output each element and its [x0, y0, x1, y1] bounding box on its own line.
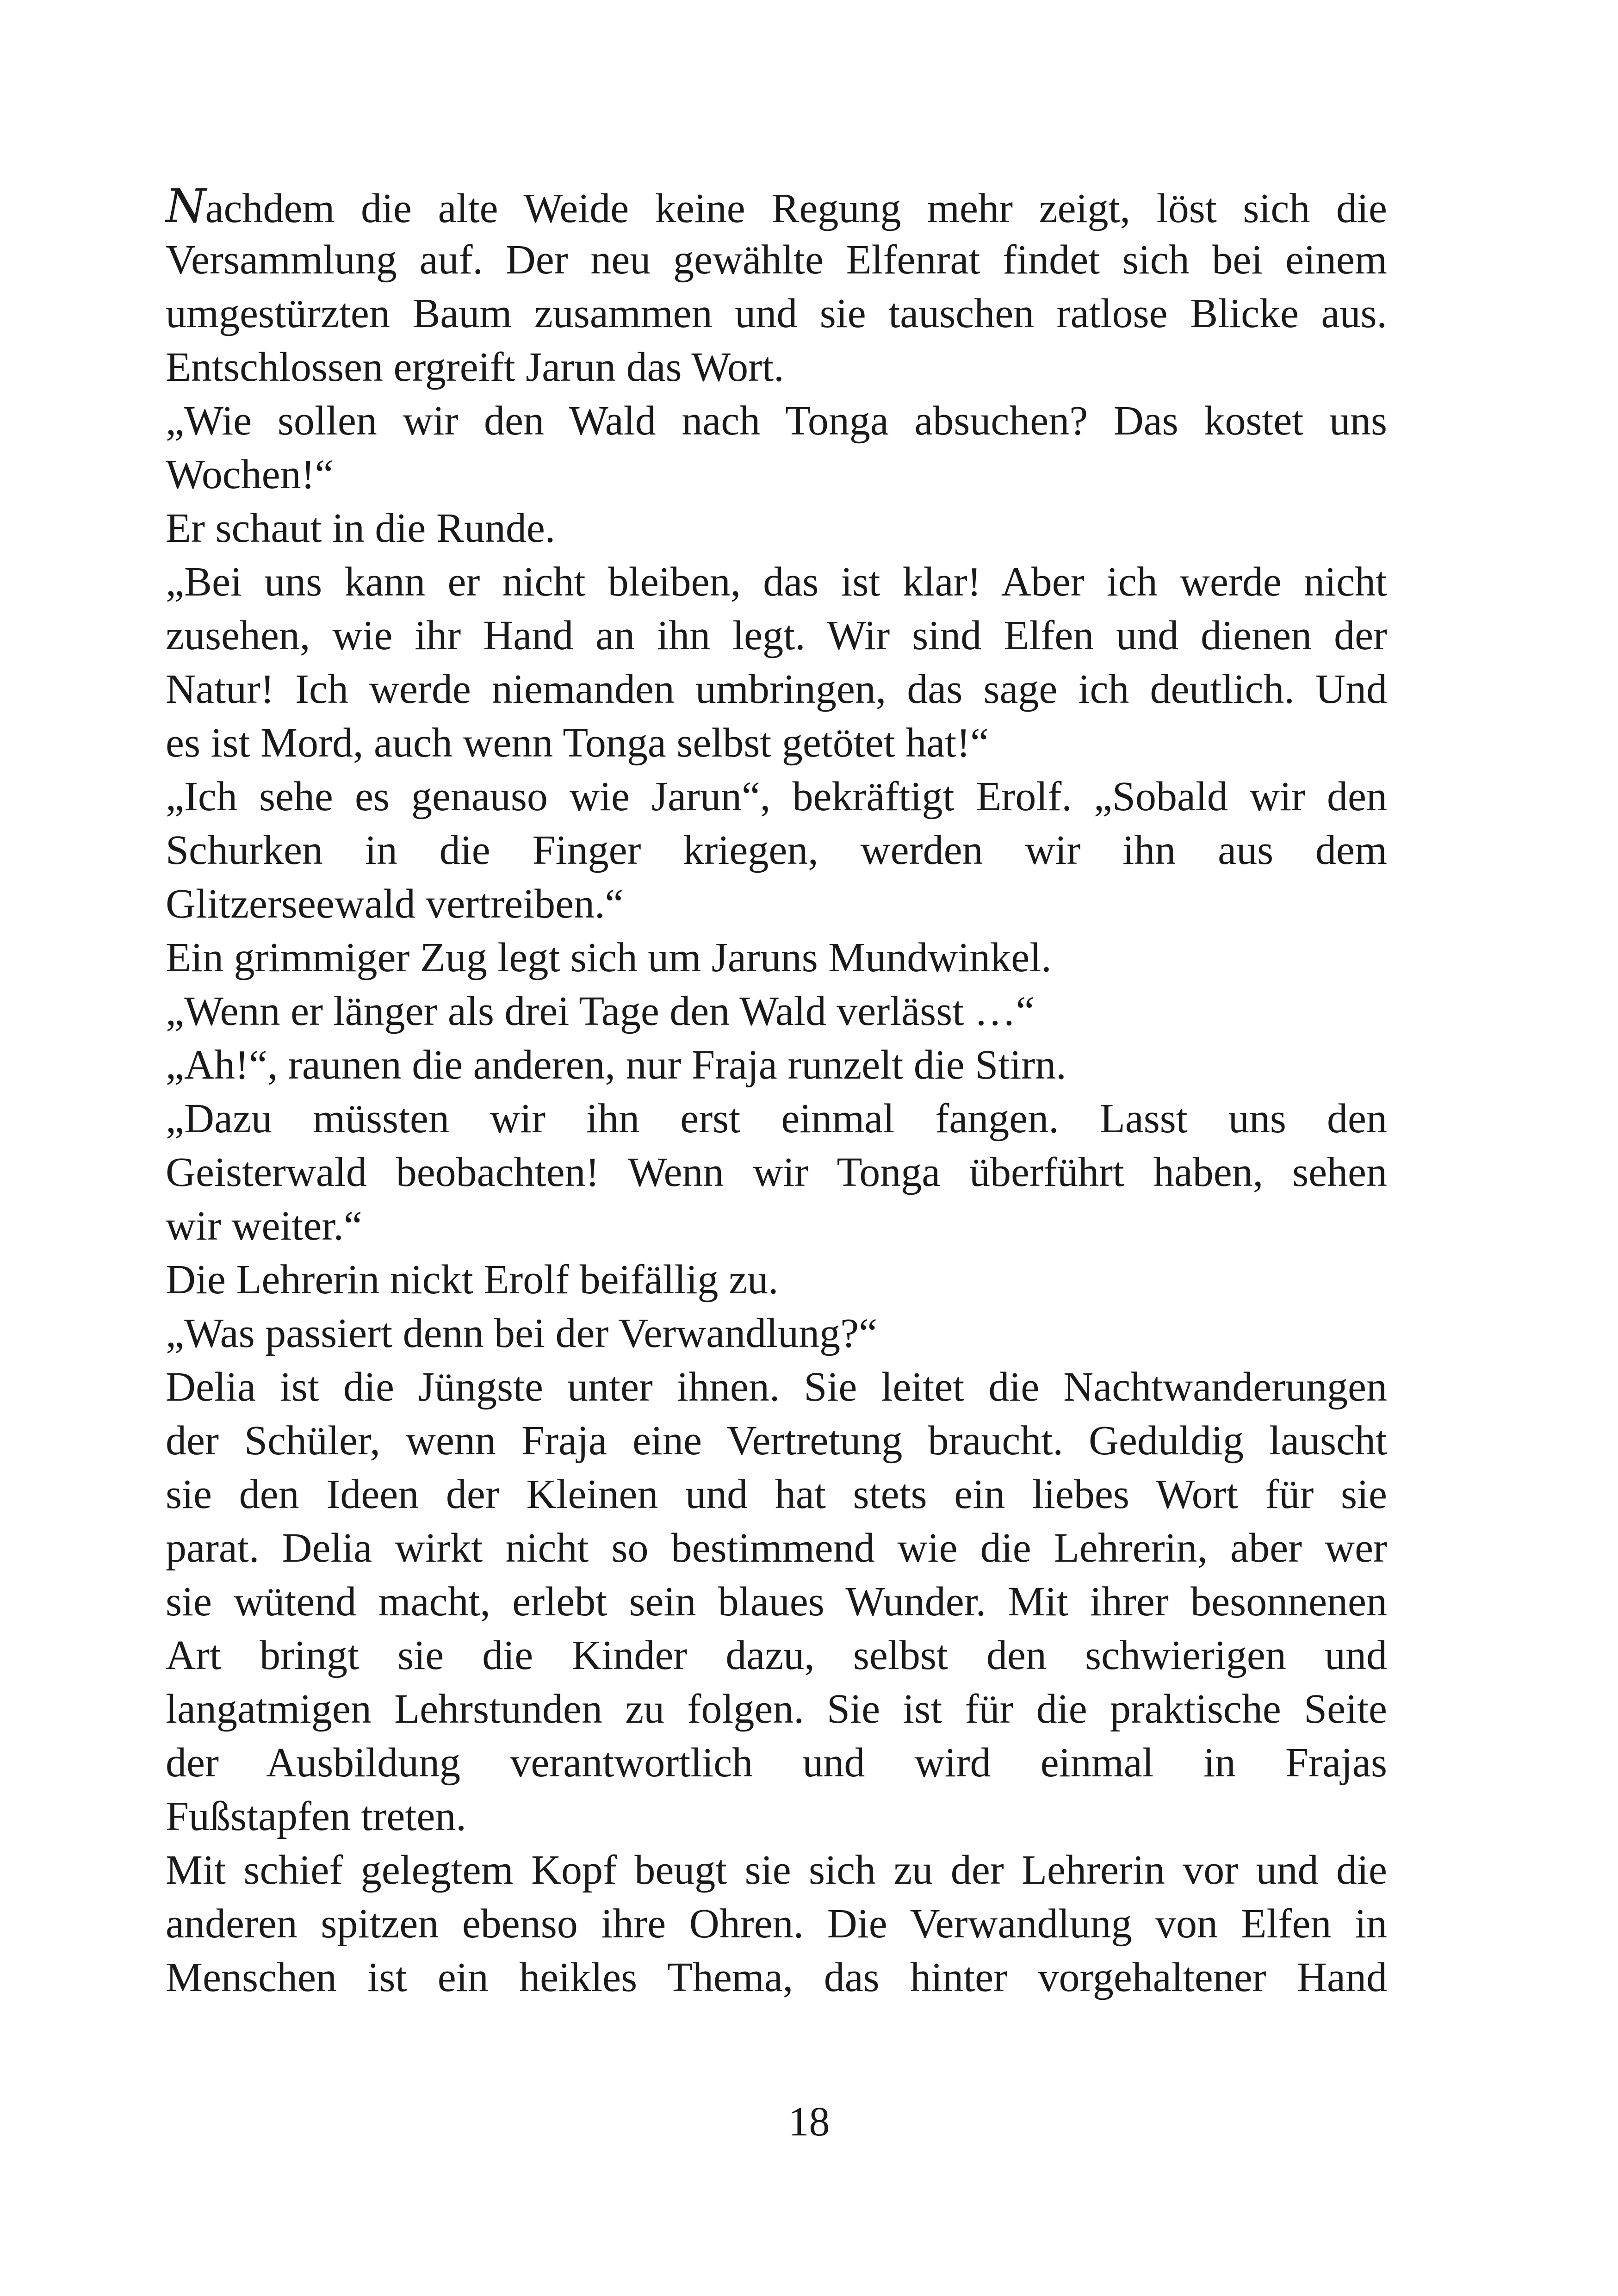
text-line: Die Lehrerin nickt Erolf beifällig zu. — [166, 1257, 779, 1303]
text-line: anderen spitzen ebenso ihre Ohren. Die Verwandlung von Elfen in — [166, 1901, 1387, 1947]
text-line: „Ich sehe es genauso wie Jarun“, bekräftigt Erolf. „Sobald wir den — [166, 774, 1387, 819]
body-text — [166, 180, 1387, 2004]
text-line: zusehen, wie ihr Hand an ihn legt. Wir sind Elfen und dienen der — [166, 613, 1387, 658]
text-line: der Ausbildung verantwortlich und wird einmal in Frajas — [166, 1740, 1387, 1786]
text-line: sie wütend macht, erlebt sein blaues Wunder. Mit ihrer besonnenen — [166, 1579, 1387, 1625]
text-line: „Wie sollen wir den Wald nach Tonga absuchen? Das kostet uns — [166, 398, 1387, 444]
text-line: parat. Delia wirkt nicht so bestimmend wie die Lehrerin, aber wer — [166, 1525, 1387, 1571]
text-line: der Schüler, wenn Fraja eine Vertretung braucht. Geduldig lauscht — [166, 1418, 1387, 1464]
text-line: Art bringt sie die Kinder dazu, selbst den schwierigen und — [166, 1632, 1387, 1678]
text-line: Geisterwald beobachten! Wenn wir Tonga überführt haben, sehen — [166, 1149, 1387, 1195]
text-line: Menschen ist ein heikles Thema, das hinter vorgehaltener Hand — [166, 1955, 1387, 2000]
text-line: Mit schief gelegtem Kopf beugt sie sich zu der Lehrerin vor und die — [166, 1847, 1387, 1893]
page-number: 18 — [788, 2099, 830, 2145]
text-line: „Wenn er länger als drei Tage den Wald verlässt …“ — [166, 988, 1035, 1034]
text-line: es ist Mord, auch wenn Tonga selbst getötet hat!“ — [166, 720, 989, 766]
text-line: „Was passiert denn bei der Verwandlung?“ — [166, 1310, 878, 1356]
text-line: Schurken in die Finger kriegen, werden wir ihn aus dem — [166, 827, 1387, 873]
text-line: Natur! Ich werde niemanden umbringen, das sage ich deutlich. Und — [166, 666, 1387, 712]
first-line-text: achdem die alte Weide keine Regung mehr zeigt, löst sich die — [205, 186, 1387, 231]
drop-cap: N — [166, 179, 205, 233]
text-line: Ein grimmiger Zug legt sich um Jaruns Mundwinkel. — [166, 935, 1052, 980]
text-line: „Ah!“, raunen die anderen, nur Fraja runzelt die Stirn. — [166, 1042, 1066, 1088]
text-line: sie den Ideen der Kleinen und hat stets ein liebes Wort für sie — [166, 1471, 1387, 1517]
text-line: Fußstapfen treten. — [166, 1793, 466, 1839]
text-line: Entschlossen ergreift Jarun das Wort. — [166, 344, 784, 390]
text-line: „Bei uns kann er nicht bleiben, das ist klar! Aber ich werde nicht — [166, 559, 1387, 605]
text-line: Delia ist die Jüngste unter ihnen. Sie leitet die Nachtwanderungen — [166, 1364, 1387, 1410]
text-line: Er schaut in die Runde. — [166, 505, 556, 551]
text-line: „Dazu müssten wir ihn erst einmal fangen. Lasst uns den — [166, 1096, 1387, 1142]
text-line-1 — [166, 180, 1387, 233]
text-line: umgestürzten Baum zusammen und sie tauschen ratlose Blicke aus. — [166, 291, 1387, 336]
text-line: Glitzerseewald vertreiben.“ — [166, 881, 624, 927]
text-line: wir weiter.“ — [166, 1203, 362, 1249]
text-line: Wochen!“ — [166, 452, 334, 497]
text-line: langatmigen Lehrstunden zu folgen. Sie ist für die praktische Seite — [166, 1686, 1387, 1732]
text-line: Versammlung auf. Der neu gewählte Elfenrat findet sich bei einem — [166, 237, 1387, 283]
